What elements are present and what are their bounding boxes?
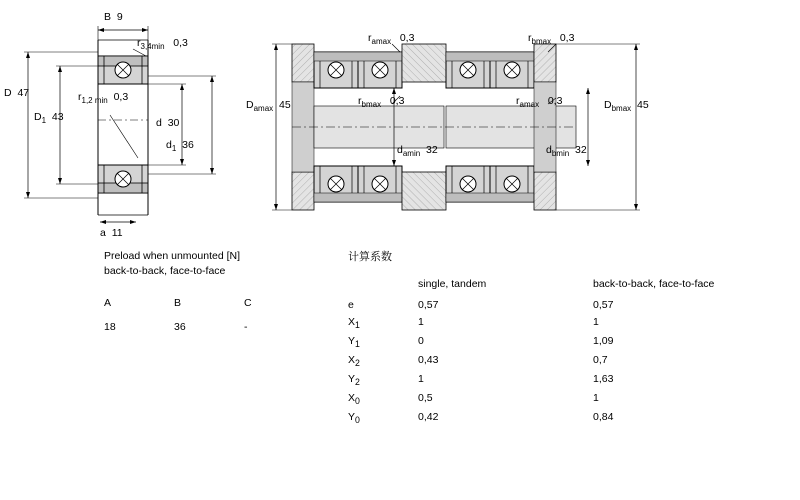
preload-val-B: 36 bbox=[174, 321, 186, 333]
label-rbmax-mid: $r_{bmax}$ 0,3 bbox=[358, 95, 405, 110]
label-d1: $d_1$ 36 bbox=[166, 139, 194, 154]
table-row bbox=[104, 309, 314, 333]
factor-pair-Y2: 1,63 bbox=[593, 373, 614, 386]
factor-pair-X2: 0,7 bbox=[593, 354, 608, 367]
table-row bbox=[348, 311, 768, 330]
factor-name-X2: $X_2$ bbox=[348, 354, 360, 369]
table-row bbox=[348, 406, 768, 425]
table-row bbox=[348, 349, 768, 368]
factor-name-Y1: $Y_1$ bbox=[348, 335, 360, 350]
preload-table-title: Preload when unmounted [N] bbox=[104, 250, 241, 262]
label-a: a 11 bbox=[100, 227, 123, 239]
factor-name-X1: $X_1$ bbox=[348, 316, 360, 331]
label-D1: $D_1$ 43 bbox=[34, 111, 64, 126]
factors-col-blank bbox=[348, 278, 418, 290]
preload-col-B: B bbox=[174, 297, 182, 309]
factor-pair-X1: 1 bbox=[593, 316, 599, 328]
table-row-header bbox=[348, 278, 768, 290]
label-rbmax-top: $r_{bmax}$ 0,3 bbox=[528, 32, 575, 47]
label-Dbmax: $D_{bmax}$ 45 bbox=[604, 99, 649, 114]
table-row bbox=[348, 368, 768, 387]
factor-single-X2: 0,43 bbox=[418, 354, 439, 367]
factor-name-X0: $X_0$ bbox=[348, 392, 360, 407]
preload-col-C: C bbox=[244, 297, 252, 309]
factor-pair-X0: 1 bbox=[593, 392, 599, 405]
table-row bbox=[348, 330, 768, 349]
table-row-header bbox=[104, 297, 314, 309]
label-D: D 47 bbox=[4, 87, 30, 99]
label-r34min: $r_{3,4min}$ 0,3 bbox=[137, 37, 188, 52]
factors-table bbox=[348, 248, 768, 426]
factors-col-pair: back-to-back, face-to-face bbox=[593, 278, 715, 290]
table-row bbox=[348, 387, 768, 406]
label-B: B 9 bbox=[104, 11, 123, 23]
factor-single-Y1: 0 bbox=[418, 335, 424, 348]
factor-pair-Y0: 0,84 bbox=[593, 411, 614, 424]
factor-single-Y0: 0,42 bbox=[418, 411, 439, 424]
factor-single-X0: 0,5 bbox=[418, 392, 433, 405]
table-row bbox=[348, 290, 768, 311]
preload-table bbox=[104, 250, 314, 333]
factors-table-title: 计算系数 bbox=[348, 250, 392, 263]
label-dbmin: $d_{bmin}$ 32 bbox=[546, 144, 587, 159]
label-d: d 30 bbox=[156, 117, 180, 129]
label-damin: $d_{amin}$ 32 bbox=[397, 144, 438, 159]
preload-table-subtitle: back-to-back, face-to-face bbox=[104, 265, 226, 277]
factor-pair-Y1: 1,09 bbox=[593, 335, 614, 348]
label-r12min: $r_{1,2 min}$ 0,3 bbox=[78, 91, 129, 106]
label-Damax: $D_{amax}$ 45 bbox=[246, 99, 291, 114]
preload-val-A: 18 bbox=[104, 321, 116, 333]
right-bearing-arrangements bbox=[272, 44, 640, 210]
factor-single-X1: 1 bbox=[418, 316, 424, 328]
preload-val-C: - bbox=[244, 321, 248, 333]
factor-single-e: 0,57 bbox=[418, 299, 439, 311]
label-ramax-top: $r_{amax}$ 0,3 bbox=[368, 32, 415, 47]
factor-pair-e: 0,57 bbox=[593, 299, 614, 311]
factor-single-Y2: 1 bbox=[418, 373, 424, 386]
factor-name-e: e bbox=[348, 299, 354, 311]
factor-name-Y0: $Y_0$ bbox=[348, 411, 360, 426]
preload-col-A: A bbox=[104, 297, 112, 309]
label-ramax-mid: $r_{amax}$ 0,3 bbox=[516, 95, 563, 110]
factors-col-single: single, tandem bbox=[418, 278, 487, 290]
factor-name-Y2: $Y_2$ bbox=[348, 373, 360, 388]
